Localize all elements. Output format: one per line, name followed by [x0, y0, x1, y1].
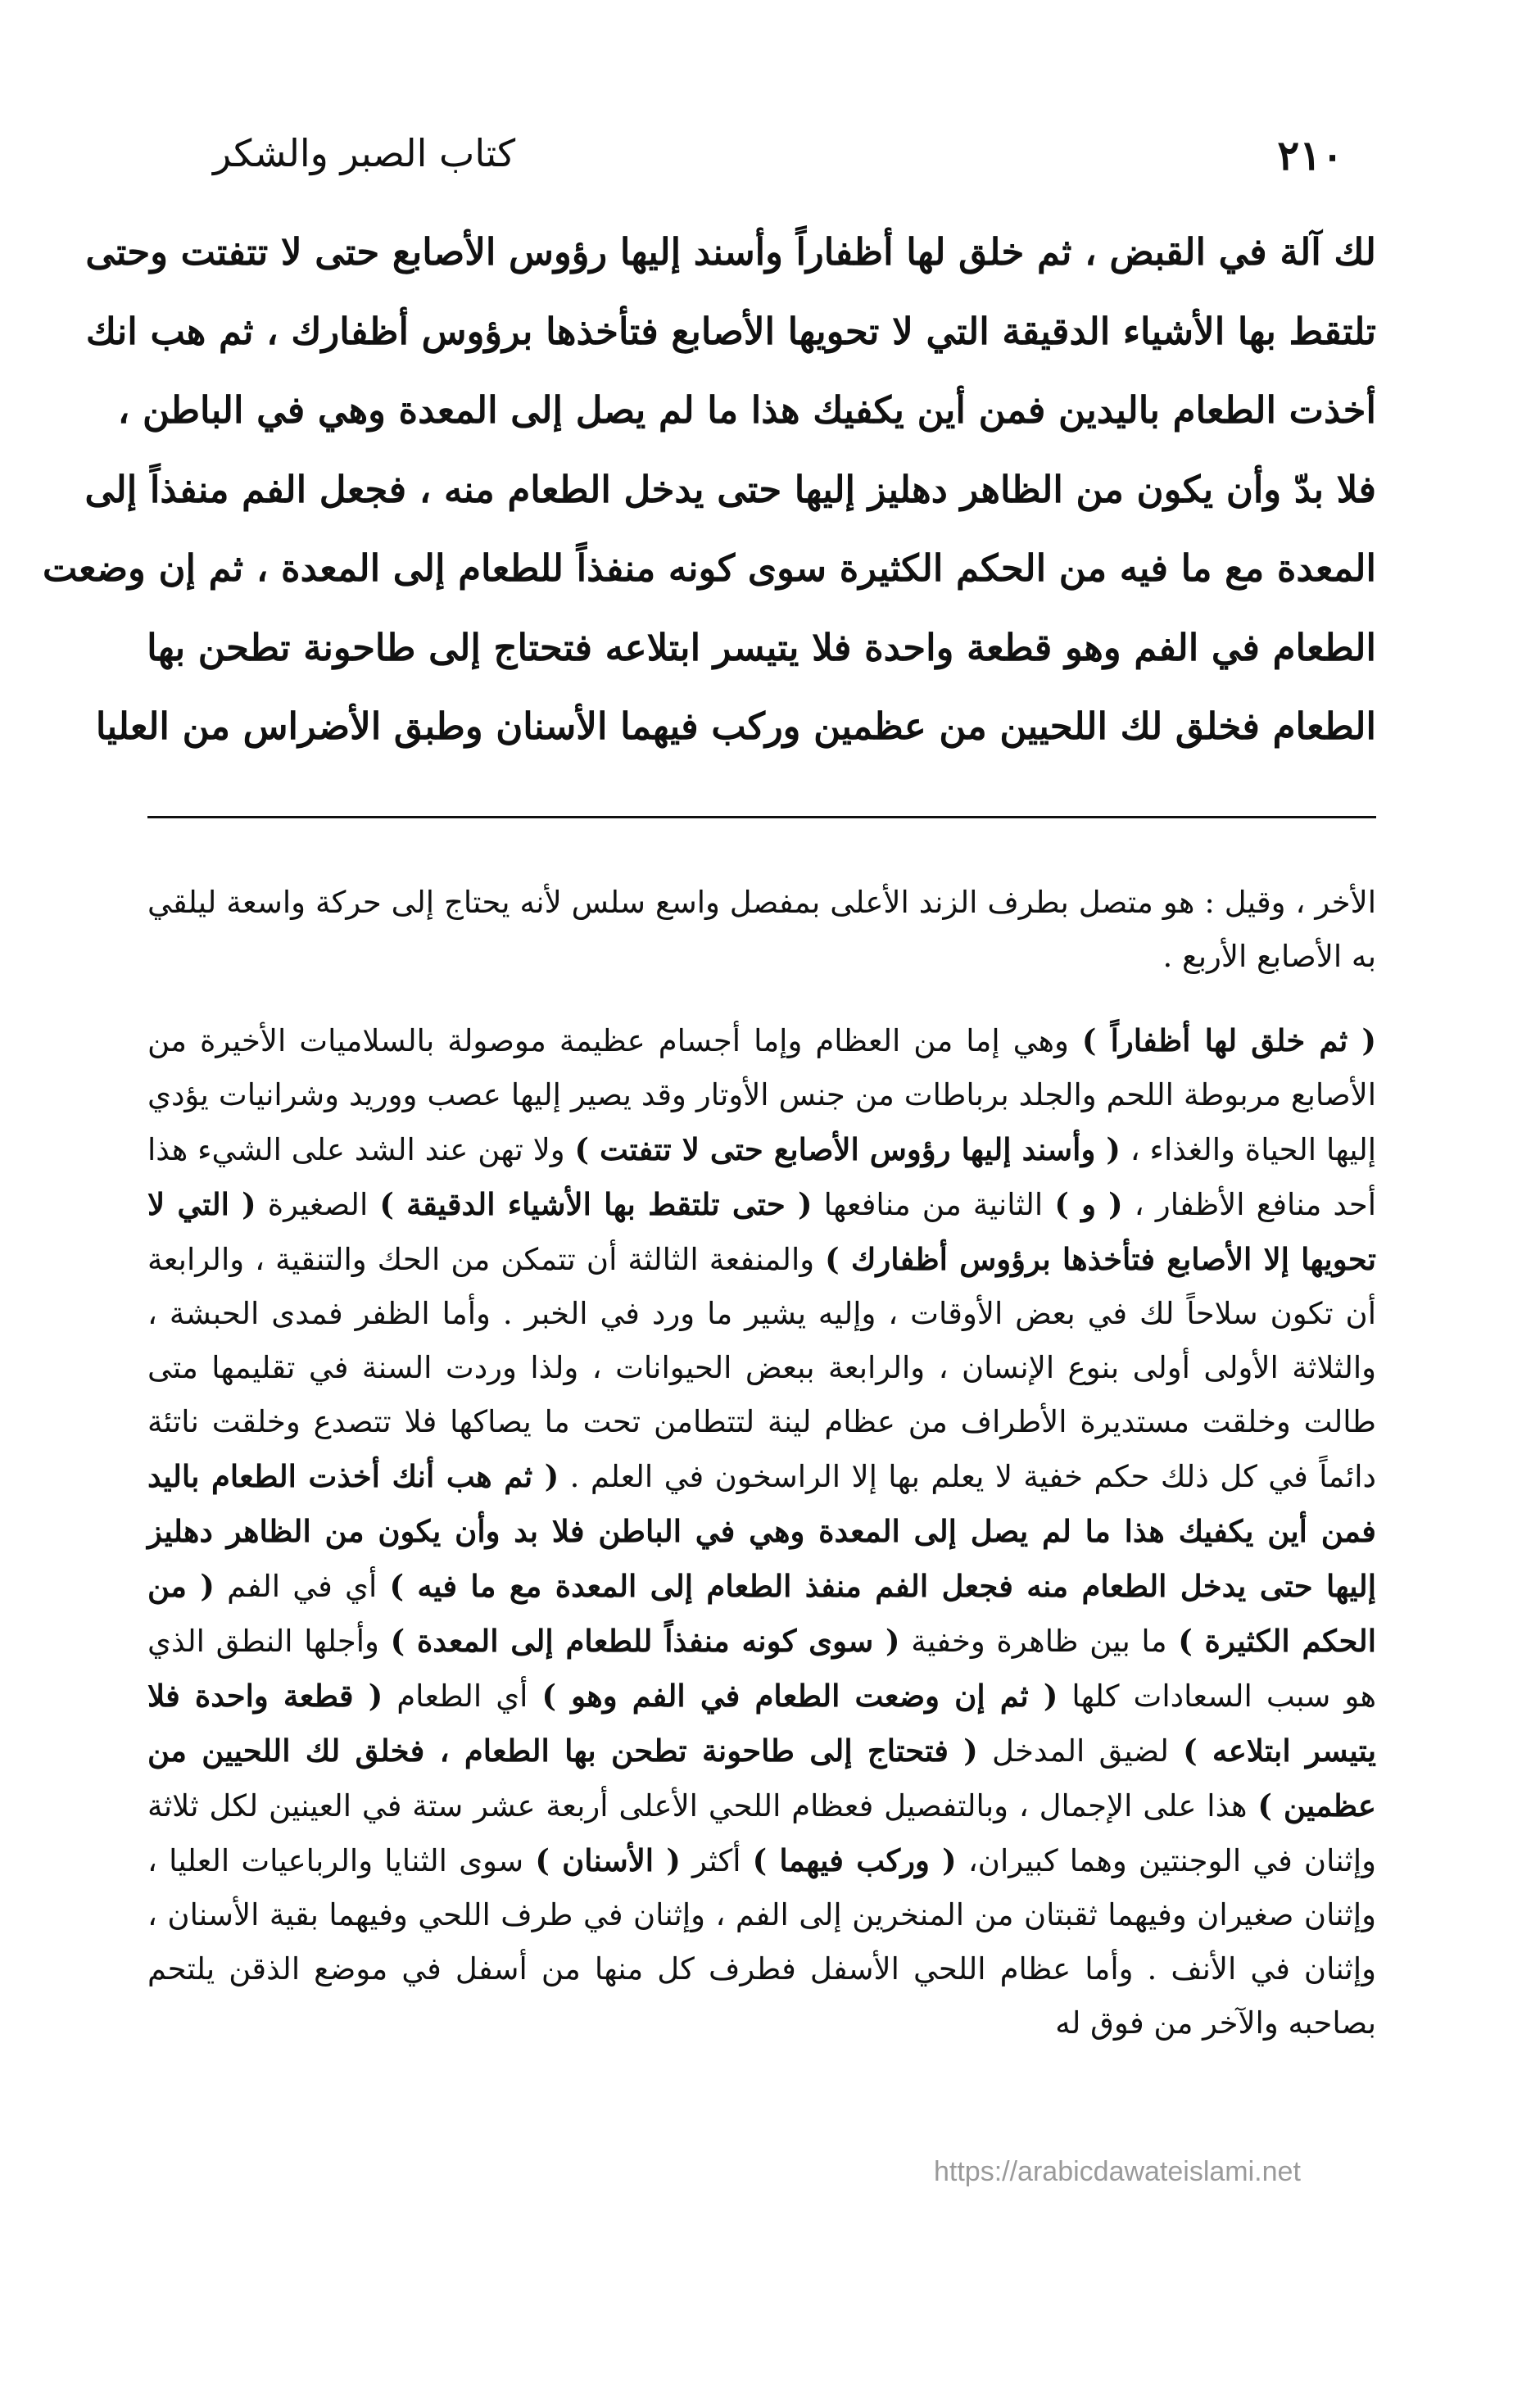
commentary-text-segment: وأجلها النطق الذي هو سبب السعادات كلها [147, 1623, 1376, 1714]
watermark-url: https://arabicdawateislami.net [934, 2156, 1301, 2187]
commentary-text-segment: الصغيرة [256, 1186, 380, 1222]
commentary-text-segment: سوى الثنايا والرباعيات العليا ، وإثنان صغيران وفيهما ثقبتان من المنخرين إلى الفم ، وإثنان في طرف اللحي وفيهما بقية الأسنان ، وإثنان في الأنف . وأما عظام اللحي الأسفل فطرف كل منها من أسفل في موضع الذقن يلتحم بصاحبه والآخر من فوق له [147, 1842, 1376, 2041]
commentary-text-segment: أي الطعام [383, 1678, 542, 1714]
quoted-text-segment: ( و ) [1054, 1185, 1123, 1222]
quoted-text-segment: ( من الحكم الكثيرة ) [147, 1567, 1376, 1659]
main-text [42, 213, 1376, 767]
quoted-text-segment: ( ثم إن وضعت الطعام في الفم وهو ) [541, 1677, 1058, 1714]
main-text-line: لك آلة في القبض ، ثم خلق لها أظفاراً وأسند إليها رؤوس الأصابع حتى لا تتفتت وحتى [85, 230, 1376, 274]
quoted-text-segment: ( وأسند إليها رؤوس الأصابع حتى لا تتفتت ) [574, 1130, 1121, 1167]
commentary-text-segment: ما بين ظاهرة وخفية [899, 1623, 1179, 1659]
main-text-line: فلا بدّ وأن يكون من الظاهر دهليز إليها حتى يدخل الطعام منه ، فجعل الفم منفذاً إلى [84, 467, 1376, 511]
main-text-line: الطعام فخلق لك اللحيين من عظمين وركب فيهما الأسنان وطبق الأضراس من العليا [95, 704, 1376, 748]
quoted-text-segment: ( فتحتاج إلى طاحونة تطحن بها الطعام ، فخلق لك اللحيين من عظمين ) [147, 1732, 1376, 1823]
commentary [147, 876, 1376, 2050]
quoted-text-segment: ( سوى كونه منفذاً للطعام إلى المعدة ) [390, 1622, 900, 1659]
running-title: كتاب الصبر والشكر [213, 131, 516, 175]
main-text-line: أخذت الطعام باليدين فمن أين يكفيك هذا ما لم يصل إلى المعدة وهي في الباطن ، [117, 388, 1376, 432]
footnote-divider [147, 816, 1376, 818]
commentary-text-segment: ولا تهن عند الشد على الشيء هذا أحد منافع الأظفار ، [147, 1131, 1376, 1222]
commentary-text-segment: هذا على الإجمال ، وبالتفصيل فعظام اللحي الأعلى أربعة عشر ستة في العينين لكل ثلاثة وإثنان في الوجنتين وهما كبيران، [147, 1787, 1376, 1878]
commentary-text-segment: الثانية من منافعها [812, 1186, 1055, 1222]
commentary-text-segment: لضيق المدخل [977, 1733, 1184, 1769]
quoted-text-segment: ( الأسنان ) [535, 1842, 681, 1878]
quoted-text-segment: ( ثم خلق لها أظفاراً ) [1081, 1022, 1376, 1058]
quoted-text-segment: ( وركب فيهما ) [752, 1842, 957, 1878]
main-text-line: المعدة مع ما فيه من الحكم الكثيرة سوى كونه منفذاً للطعام إلى المعدة ، ثم إن وضعت [42, 546, 1376, 590]
main-text-line: تلتقط بها الأشياء الدقيقة التي لا تحويها الأصابع فتأخذها برؤوس أظفارك ، ثم هب انك [85, 309, 1376, 353]
commentary-paragraph-2 [147, 1013, 1376, 2050]
quoted-text-segment: ( ثم هب أنك أخذت الطعام باليد فمن أين يكفيك هذا ما لم يصل إلى المعدة وهي في الباطن فلا بد وأن يكون من الظاهر دهليز إليها حتى يدخل الطعام منه فجعل الفم منفذ الطعام إلى المعدة مع ما فيه ) [147, 1457, 1376, 1604]
commentary-text-segment: وهي إما من العظام وإما أجسام عظيمة موصولة بالسلاميات الأخيرة من الأصابع مربوطة اللحم والجلد برباطات من جنس الأوتار وقد يصير إليها عصب ووريد وشرانيات يؤدي إليها الحياة والغذاء ، [147, 1022, 1377, 1167]
commentary-text-segment: أي في الفم [214, 1568, 390, 1604]
commentary-text-segment: أكثر [680, 1842, 753, 1878]
page-header [147, 123, 1376, 213]
quoted-text-segment: ( قطعة واحدة فلا يتيسر ابتلاعه ) [147, 1677, 1376, 1769]
main-text-line: الطعام في الفم وهو قطعة واحدة فلا يتيسر ابتلاعه فتحتاج إلى طاحونة تطحن بها [147, 625, 1376, 669]
commentary-text-segment: والمنفعة الثالثة أن تتمكن من الحك والتنقية ، والرابعة أن تكون سلاحاً لك في بعض الأوقات ، وإليه يشير ما ورد في الخبر . وأما الظفر فمدى الحبشة ، والثلاثة الأولى أولى بنوع الإنسان ، والرابعة ببعض الحيوانات ، ولذا وردت السنة في تقليمها متى طالت وخلقت مستديرة الأطراف من عظام لينة لتتطامن تحت ما يصاكها فلا تتصدع وخلقت ناتئة دائماً في كل ذلك حكم خفية لا يعلم بها إلا الراسخون في العلم . [147, 1241, 1376, 1494]
commentary-paragraph-1: الأخر ، وقيل : هو متصل بطرف الزند الأعلى بمفصل واسع سلس لأنه يحتاج إلى حركة واسعة ليلقي به الأصابع الأربع . [147, 884, 1376, 974]
page-number: ٢١٠ [1277, 131, 1343, 179]
quoted-text-segment: ( حتى تلتقط بها الأشياء الدقيقة ) [379, 1185, 813, 1222]
quoted-text-segment: ( التي لا تحويها إلا الأصابع فتأخذها برؤوس أظفارك ) [147, 1185, 1376, 1277]
book-page [42, 123, 1377, 2302]
